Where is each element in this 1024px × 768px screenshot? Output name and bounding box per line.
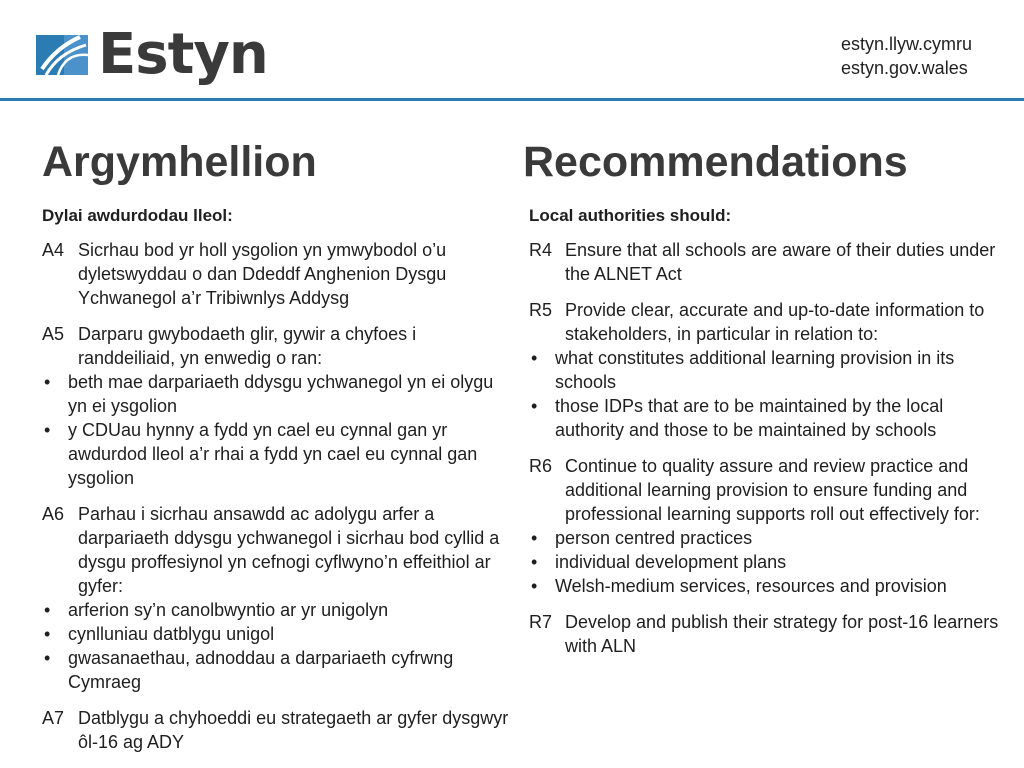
recommendation-a4 [42,238,512,310]
bullet-list [42,598,512,694]
recommendation-r7 [529,610,1009,658]
bullet-icon [42,418,68,490]
bullet-icon [42,622,68,646]
bullet-text: gwasanaethau, adnoddau a darpariaeth cyfrwng Cymraeg [68,648,454,692]
url-welsh[interactable]: estyn.llyw.cymru [840,34,972,54]
bullet-item [529,574,1009,598]
recommendation-text: Datblygu a chyhoeddi eu strategaeth ar gyfer dysgwyr ôl-16 ag ADY [78,708,509,752]
website-urls [841,32,972,80]
recommendation-number: R7 [529,612,553,632]
recommendation-number: A5 [42,324,65,344]
bullet-text: Welsh-medium services, resources and provision [555,576,947,596]
bullet-item [42,370,512,418]
bullet-icon [529,526,555,550]
bullet-icon [529,574,555,598]
bullet-item [42,622,512,646]
bullet-item [529,526,1009,550]
recommendation-text: Continue to quality assure and review practice and additional learning provision to ensure funding and professional learning supports roll out effectively for: [565,456,980,524]
bullet-list [529,526,1009,598]
bullet-list [529,346,1009,442]
bullet-item [529,394,1009,442]
recommendation-number: A7 [42,708,65,728]
bullet-text: individual development plans [555,552,787,572]
bullet-text: y CDUau hynny a fydd yn cael eu cynnal gan yr awdurdod lleol a’r rhai a fydd yn cael eu cynnal gan ysgolion [68,420,478,488]
recommendation-r4 [529,238,1009,286]
recommendation-number: R4 [529,240,553,260]
bullet-icon [529,346,555,394]
bullet-item [42,598,512,622]
recommendation-number: R6 [529,456,553,476]
recommendation-text: Develop and publish their strategy for post-16 learners with ALN [565,612,999,656]
bullet-item [42,418,512,490]
recommendation-r5 [529,298,1009,346]
bullet-icon [42,598,68,622]
bullet-icon [42,646,68,694]
recommendation-a7 [42,706,512,754]
welsh-title: Argymhellion [42,138,317,186]
bullet-item [529,550,1009,574]
recommendation-number: A4 [42,240,65,260]
recommendation-a5 [42,322,512,370]
bullet-item [529,346,1009,394]
bullet-text: arferion sy’n canolbwyntio ar yr unigolyn [68,600,389,620]
recommendation-text: Darparu gwybodaeth glir, gywir a chyfoes i randdeiliaid, yn enwedig o ran: [78,324,417,368]
recommendation-number: A6 [42,504,65,524]
bullet-text: cynlluniau datblygu unigol [68,624,275,644]
bullet-icon [529,550,555,574]
bullet-icon [42,370,68,418]
recommendation-r6 [529,454,1009,526]
url-english[interactable]: estyn.gov.wales [840,58,968,78]
bullet-list [42,370,512,490]
bullet-text: person centred practices [555,528,753,548]
recommendation-a6 [42,502,512,598]
welsh-column [42,204,512,766]
bullet-icon [529,394,555,442]
english-column [529,204,1009,670]
recommendation-text: Sicrhau bod yr holl ysgolion yn ymwybodol o’u dyletswyddau o dan Ddeddf Anghenion Dysgu Ychwanegol a’r Tribiwnlys Addysg [78,240,447,308]
estyn-wordmark: Estyn [98,22,268,87]
welsh-intro: Dylai awdurdodau lleol: [42,206,233,225]
recommendation-number: R5 [529,300,553,320]
english-intro: Local authorities should: [529,206,732,225]
header-divider [0,98,1024,101]
estyn-emblem-icon [36,29,88,81]
bullet-text: beth mae darpariaeth ddysgu ychwanegol yn ei olygu yn ei ysgolion [68,372,494,416]
recommendation-text: Parhau i sicrhau ansawdd ac adolygu arfer a darpariaeth ddysgu ychwanegol i sicrhau bod cyllid a dysgu proffesiynol yn cefnogi cyflwyno’n effeithiol ar gyfer: [78,504,500,596]
estyn-logo [36,22,268,88]
bullet-item [42,646,512,694]
recommendation-text: Provide clear, accurate and up-to-date information to stakeholders, in particular in relation to: [565,300,985,344]
bullet-text: what constitutes additional learning provision in its schools [555,348,955,392]
english-title: Recommendations [523,138,908,186]
recommendation-text: Ensure that all schools are aware of their duties under the ALNET Act [565,240,996,284]
bullet-text: those IDPs that are to be maintained by the local authority and those to be maintained by schools [555,396,944,440]
